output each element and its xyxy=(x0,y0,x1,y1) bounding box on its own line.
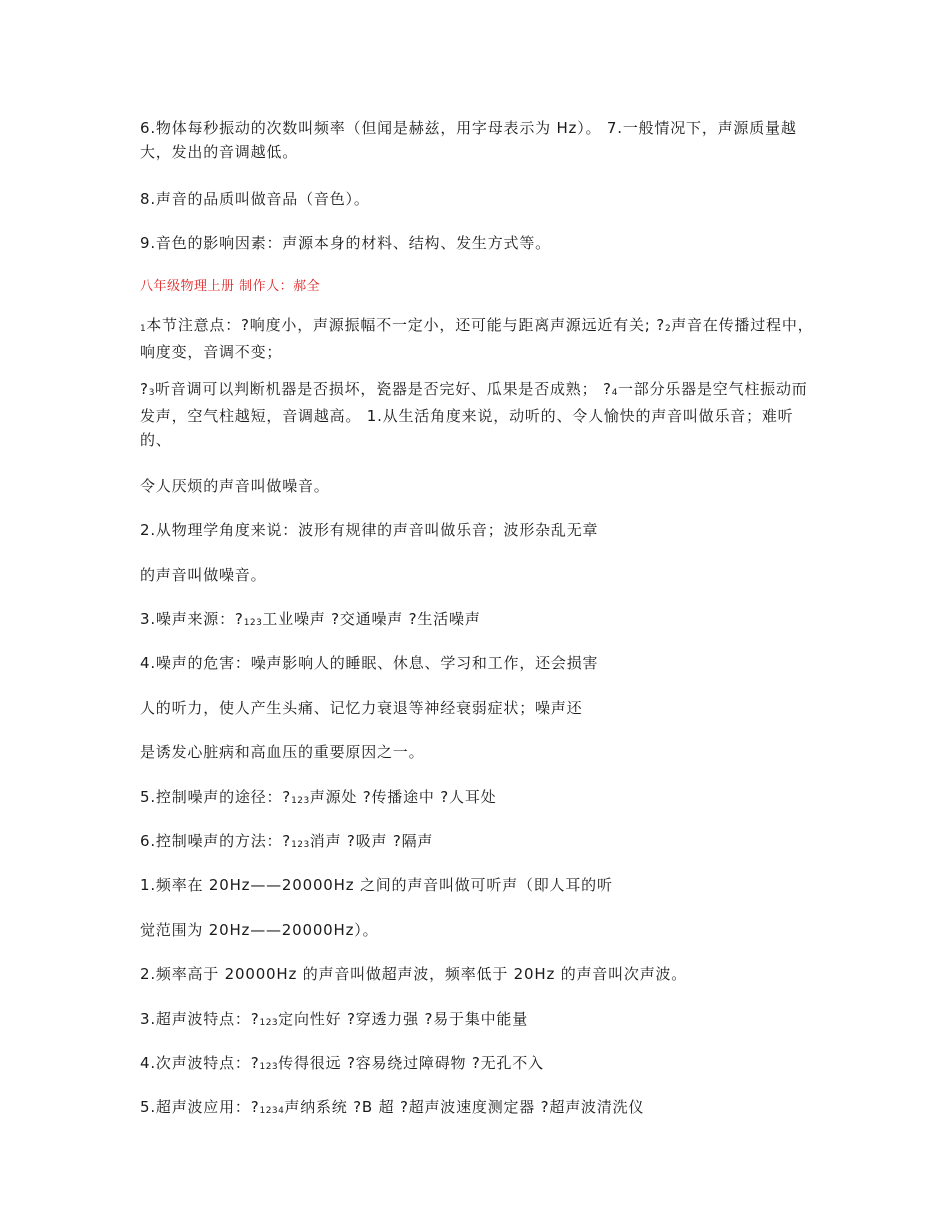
paragraph-noise-physics xyxy=(140,518,820,542)
paragraph-text: 的声音叫做噪音。 xyxy=(140,566,267,584)
footnote-index: 2 xyxy=(664,324,672,334)
paragraph-noise-physics-cont xyxy=(140,563,820,587)
paragraph-text: 定向性好 ?穿透力强 ?易于集中能量 xyxy=(278,1010,529,1028)
note-pitch xyxy=(140,377,820,452)
page-header xyxy=(140,275,820,299)
paragraph-noise-harm-cont xyxy=(140,696,820,720)
footnote-index: 123 xyxy=(259,1018,279,1028)
paragraph-text: 传得很远 ?容易绕过障碍物 ?无孔不入 xyxy=(278,1054,544,1072)
paragraph-text: 一部分乐器是空气柱振动而发声，空气柱越短，音调越高。 1.从生活角度来说，动听的、令人愉快的声音叫做乐音；难听的、 xyxy=(140,380,808,449)
paragraph-text: 9.音色的影响因素：声源本身的材料、结构、发生方式等。 xyxy=(140,234,551,252)
paragraph-timbre xyxy=(140,187,820,211)
paragraph-noise-harm-end xyxy=(140,740,820,764)
footnote-index: 123 xyxy=(291,796,310,806)
footnote-index: 4 xyxy=(611,388,618,398)
paragraph-ultrasound-applications xyxy=(140,1095,820,1122)
paragraph-text: 2.从物理学角度来说：波形有规律的声音叫做乐音；波形杂乱无章 xyxy=(140,521,599,539)
paragraph-noise-methods xyxy=(140,829,820,856)
paragraph-ultrasound-infrasound xyxy=(140,962,820,986)
paragraph-text: 听音调可以判断机器是否损坏，瓷器是否完好、瓜果是否成熟； ? xyxy=(155,380,612,398)
paragraph-text: 3.噪声来源：? xyxy=(140,610,244,628)
paragraph-text: 5.超声波应用：? xyxy=(140,1098,260,1116)
footnote-index: 123 xyxy=(291,840,310,850)
paragraph-text: 5.控制噪声的途径：? xyxy=(140,788,292,806)
footnote-index: 1 xyxy=(140,324,147,334)
paragraph-noise-sources xyxy=(140,607,820,634)
paragraph-text: 3.超声波特点：? xyxy=(140,1010,260,1028)
note-loudness xyxy=(140,313,820,364)
paragraph-frequency xyxy=(140,116,820,164)
paragraph-text: 声纳系统 ?B 超 ?超声波速度测定器 ?超声波清洗仪 xyxy=(284,1098,645,1116)
paragraph-infrasound-features xyxy=(140,1051,820,1078)
paragraph-text: 声源处 ?传播途中 ?人耳处 xyxy=(309,788,497,806)
paragraph-text: 4.次声波特点：? xyxy=(140,1054,260,1072)
footnote-index: 3 xyxy=(148,388,155,398)
paragraph-text: 2.频率高于 20000Hz 的声音叫做超声波，频率低于 20Hz 的声音叫次声波。 xyxy=(140,965,688,983)
footnote-index: 123 xyxy=(243,618,263,628)
paragraph-text: 工业噪声 ?交通噪声 ?生活噪声 xyxy=(262,610,481,628)
paragraph-text: 令人厌烦的声音叫做噪音。 xyxy=(140,477,330,495)
paragraph-audible-range xyxy=(140,873,820,897)
paragraph-text: 消声 ?吸声 ?隔声 xyxy=(309,832,434,850)
paragraph-text: 觉范围为 20Hz——20000Hz）。 xyxy=(140,921,379,939)
paragraph-text: 人的听力，使人产生头痛、记忆力衰退等神经衰弱症状；噪声还 xyxy=(140,699,583,717)
header-text: 八年级物理上册 制作人：郝全 xyxy=(140,279,321,294)
paragraph-noise-life xyxy=(140,474,820,498)
paragraph-noise-control xyxy=(140,785,820,812)
paragraph-ultrasound-features xyxy=(140,1007,820,1034)
paragraph-text: 6.物体每秒振动的次数叫频率（但闻是赫兹，用字母表示为 Hz）。 7.一般情况下，声源质量越大，发出的音调越低。 xyxy=(140,119,797,161)
paragraph-text: 8.声音的品质叫做音品（音色）。 xyxy=(140,190,370,208)
paragraph-text: 6.控制噪声的方法：? xyxy=(140,832,292,850)
footnote-index: 123 xyxy=(259,1062,279,1072)
paragraph-text: 是诱发心脏病和高血压的重要原因之一。 xyxy=(140,743,425,761)
paragraph-text: 声音在传播过程中，响度变，音调不变； xyxy=(140,316,814,361)
paragraph-text: 1.频率在 20Hz——20000Hz 之间的声音叫做可听声（即人耳的听 xyxy=(140,876,613,894)
paragraph-text: 4.噪声的危害：噪声影响人的睡眠、休息、学习和工作，还会损害 xyxy=(140,654,599,672)
footnote-index: 1234 xyxy=(259,1106,285,1116)
paragraph-audible-range-cont xyxy=(140,918,820,942)
paragraph-text: ? xyxy=(140,380,149,398)
paragraph-text: 本节注意点：?响度小，声源振幅不一定小，还可能与距离声源远近有关; ? xyxy=(146,316,665,334)
paragraph-timbre-factors xyxy=(140,231,820,255)
paragraph-noise-harm xyxy=(140,651,820,675)
